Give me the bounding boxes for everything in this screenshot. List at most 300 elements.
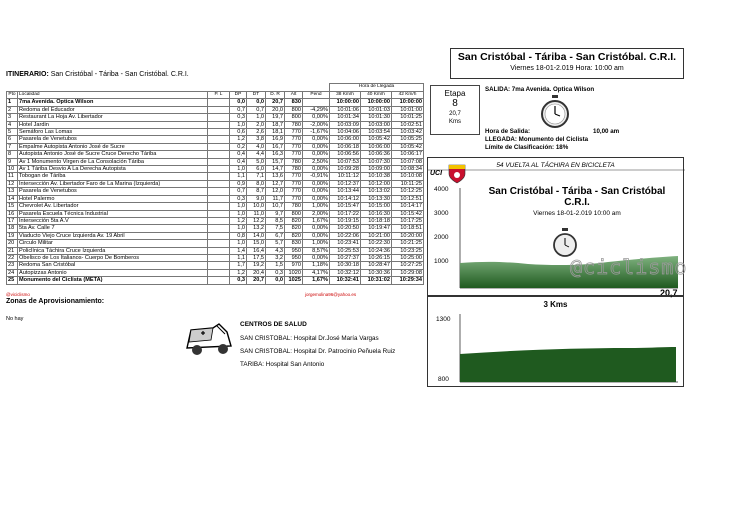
- profile-date: Viernes 18-01-2.019 10:00 am: [533, 210, 621, 217]
- table-cell: 0,3: [230, 277, 247, 284]
- table-cell: 770: [285, 195, 303, 202]
- table-cell: 25: [7, 277, 18, 284]
- table-cell: 10:01:06: [330, 106, 361, 113]
- profile-distance-end: 20,7: [660, 288, 678, 298]
- table-cell: 1: [7, 99, 18, 106]
- zonas-value: No hay: [6, 316, 24, 322]
- table-cell: [208, 225, 230, 232]
- table-row: [7, 136, 424, 143]
- table-cell: 1,4: [230, 247, 247, 254]
- table-cell: 10:17:22: [330, 210, 361, 217]
- table-cell: Viaducto Viejo Cruce Izquierda Av. 19 Abril: [18, 232, 208, 239]
- table-row: [7, 240, 424, 247]
- table-row: [7, 210, 424, 217]
- uci-logo: UCI: [430, 170, 443, 177]
- table-cell: 10:00:00: [392, 99, 424, 106]
- table-cell: Policlínica Táchira Cruce Izquierda: [18, 247, 208, 254]
- table-cell: 1,0: [230, 225, 247, 232]
- table-cell: [208, 262, 230, 269]
- table-cell: 7,1: [247, 173, 266, 180]
- shield-icon: [448, 164, 466, 184]
- table-cell: Restaurant La Hoja Av. Libertador: [18, 114, 208, 121]
- centros-salud-title: CENTROS DE SALUD: [240, 321, 307, 328]
- table-cell: 0,00%: [303, 195, 330, 202]
- table-cell: 10:06:00: [361, 143, 392, 150]
- table-row: [7, 106, 424, 113]
- table-cell: 950: [285, 247, 303, 254]
- table-cell: 24: [7, 269, 18, 276]
- table-cell: 20: [7, 240, 18, 247]
- table-cell: 970: [285, 262, 303, 269]
- table-cell: 18,1: [266, 129, 285, 136]
- table-cell: Obelisco de Los Italianos- Cuerpo De Bomberos: [18, 254, 208, 261]
- table-cell: 3,2: [266, 254, 285, 261]
- table-cell: 16,4: [247, 247, 266, 254]
- table-cell: [208, 106, 230, 113]
- table-cell: 0,00%: [303, 143, 330, 150]
- table-cell: 770: [285, 136, 303, 143]
- table-cell: 22: [7, 254, 18, 261]
- table-cell: [208, 121, 230, 128]
- table-cell: [208, 188, 230, 195]
- table-row: [7, 277, 424, 284]
- table-row: [7, 262, 424, 269]
- table-cell: Intersección 5ta A.V: [18, 217, 208, 224]
- table-cell: Tobogan de Táriba: [18, 173, 208, 180]
- table-cell: 0,3: [230, 195, 247, 202]
- table-cell: Redoma San Cristóbal: [18, 262, 208, 269]
- column-header: Pto: [8, 92, 16, 97]
- table-cell: 10:03:00: [361, 121, 392, 128]
- table-cell: 16,3: [266, 151, 285, 158]
- table-cell: [208, 136, 230, 143]
- stopwatch-icon: [540, 95, 570, 129]
- table-cell: [208, 151, 230, 158]
- profile-title-b: C.R.I.: [564, 197, 590, 208]
- table-cell: 820: [285, 217, 303, 224]
- hospital-item: SAN CRISTOBAL: Hospital Dr.José María Vargas: [240, 335, 379, 342]
- table-cell: 10:11:25: [392, 180, 424, 187]
- table-cell: 23: [7, 262, 18, 269]
- table-cell: 10:19:15: [330, 217, 361, 224]
- table-cell: 10,0: [247, 203, 266, 210]
- table-cell: 12,0: [266, 188, 285, 195]
- table-cell: 1,7: [230, 262, 247, 269]
- column-header: DT: [247, 92, 266, 99]
- table-cell: 0,7: [230, 106, 247, 113]
- table-cell: 2,0: [247, 121, 266, 128]
- table-cell: 19: [7, 232, 18, 239]
- kms-y-tick: 800: [438, 376, 449, 383]
- table-cell: 10:27:25: [392, 262, 424, 269]
- table-cell: 770: [285, 151, 303, 158]
- table-row: [7, 203, 424, 210]
- table-cell: 0,0: [247, 99, 266, 106]
- table-cell: -4,29%: [303, 106, 330, 113]
- table-cell: 7,5: [266, 225, 285, 232]
- table-cell: -0,91%: [303, 173, 330, 180]
- table-row: [7, 188, 424, 195]
- table-cell: 0,7: [247, 106, 266, 113]
- table-cell: 770: [285, 129, 303, 136]
- table-cell: 10:23:41: [330, 240, 361, 247]
- table-cell: 0,4: [230, 158, 247, 165]
- table-cell: Chevrolet Av. Libertador: [18, 203, 208, 210]
- table-cell: 780: [285, 158, 303, 165]
- table-cell: 10:03:09: [330, 121, 361, 128]
- table-cell: 19,2: [247, 262, 266, 269]
- table-cell: 2,6: [247, 129, 266, 136]
- table-cell: 8,0: [247, 180, 266, 187]
- table-row: [7, 254, 424, 261]
- kms-y-tick: 1300: [436, 316, 451, 323]
- table-cell: 10:28:47: [361, 262, 392, 269]
- table-cell: 1025: [285, 277, 303, 284]
- table-cell: 7: [7, 143, 18, 150]
- hora-llegada-header: Hora de Llegada: [330, 84, 424, 92]
- table-cell: 0,3: [230, 114, 247, 121]
- table-cell: 0,00%: [303, 232, 330, 239]
- table-cell: Intersección Av. Libertador Faro de La Marina (Izquierda): [18, 180, 208, 187]
- table-row: [7, 129, 424, 136]
- table-cell: 12,7: [266, 180, 285, 187]
- table-cell: [208, 166, 230, 173]
- table-cell: 5ta Av. Calle 7: [18, 225, 208, 232]
- table-cell: 10:06:00: [330, 136, 361, 143]
- table-row: [7, 99, 424, 106]
- table-cell: 1,2: [230, 217, 247, 224]
- table-row: [7, 269, 424, 276]
- table-cell: 0,4: [230, 151, 247, 158]
- profile-y-tick: 1000: [434, 258, 449, 265]
- table-cell: 18: [7, 225, 18, 232]
- table-cell: 2,00%: [303, 210, 330, 217]
- column-header: 40 Km/h: [361, 92, 392, 99]
- table-cell: 10:07:30: [361, 158, 392, 165]
- table-cell: 20,7: [266, 99, 285, 106]
- table-cell: 13,2: [247, 225, 266, 232]
- itinerary-label: ITINERARIO:: [6, 71, 49, 78]
- table-cell: 10:11:12: [330, 173, 361, 180]
- table-cell: Av 1 Táriba Desvio A La Derecha Autopista: [18, 166, 208, 173]
- table-cell: 830: [285, 240, 303, 247]
- table-cell: Monumento del Ciclista (META): [18, 277, 208, 284]
- table-cell: 800: [285, 114, 303, 121]
- table-cell: 10:05:25: [392, 136, 424, 143]
- table-cell: 14,7: [266, 166, 285, 173]
- table-cell: Autopista Antonio José de Sucre Cruce Derecho Táriba: [18, 151, 208, 158]
- table-cell: 10:06:18: [330, 143, 361, 150]
- table-cell: 4,4: [247, 151, 266, 158]
- table-cell: 10:32:41: [330, 277, 361, 284]
- table-cell: 780: [285, 203, 303, 210]
- table-cell: 20,7: [247, 277, 266, 284]
- table-row: [7, 195, 424, 202]
- table-cell: 10:07:53: [330, 158, 361, 165]
- table-cell: 0,00%: [303, 188, 330, 195]
- table-cell: 14,0: [247, 232, 266, 239]
- table-cell: 18,7: [266, 121, 285, 128]
- kms-graphic: [428, 296, 685, 388]
- table-cell: 11: [7, 173, 18, 180]
- table-cell: 10:25:00: [392, 254, 424, 261]
- hospital-item: TARIBA: Hospital San Antonio: [240, 361, 325, 368]
- table-cell: 9,0: [247, 195, 266, 202]
- table-cell: Hotel Palermo: [18, 195, 208, 202]
- table-cell: 1,0: [230, 166, 247, 173]
- table-cell: 10:19:47: [361, 225, 392, 232]
- table-cell: 15,0: [247, 240, 266, 247]
- table-cell: 800: [285, 210, 303, 217]
- column-header: Pend: [303, 92, 330, 99]
- table-cell: 16,9: [266, 136, 285, 143]
- table-cell: 5,0: [247, 158, 266, 165]
- table-cell: 10:07:08: [392, 158, 424, 165]
- table-cell: 10:01:30: [361, 114, 392, 121]
- table-cell: Pasarela de Venetubos: [18, 188, 208, 195]
- profile-title-a: San Cristóbal - Táriba - San Cristóbal: [488, 186, 666, 197]
- table-cell: 820: [285, 225, 303, 232]
- table-cell: 10:29:08: [392, 269, 424, 276]
- table-cell: 13,6: [266, 173, 285, 180]
- table-cell: 10:22:06: [330, 232, 361, 239]
- table-cell: 10:12:25: [392, 188, 424, 195]
- profile-y-tick: 3000: [434, 210, 449, 217]
- profile-heading: 54 VUELTA AL TÁCHIRA EN BICICLETA: [496, 162, 615, 169]
- table-cell: 0,7: [230, 188, 247, 195]
- table-cell: 6,0: [247, 166, 266, 173]
- table-cell: 0,3: [266, 269, 285, 276]
- table-cell: 10:26:15: [361, 254, 392, 261]
- email-left: @viciclismo: [6, 292, 30, 297]
- email-right: jorgemolina96@yahoo.es: [305, 292, 357, 297]
- stage-title-box: [450, 48, 684, 79]
- table-row: [7, 166, 424, 173]
- table-cell: 8,7: [247, 188, 266, 195]
- table-cell: 10:32:12: [330, 269, 361, 276]
- table-row: [7, 121, 424, 128]
- table-cell: 10:21:00: [361, 232, 392, 239]
- table-cell: 950: [285, 254, 303, 261]
- hora-salida-value: 10,00 am: [593, 128, 620, 135]
- table-cell: 0,0: [266, 277, 285, 284]
- table-cell: 10:03:42: [392, 129, 424, 136]
- table-cell: 1,67%: [303, 217, 330, 224]
- table-cell: 820: [285, 232, 303, 239]
- table-cell: 10:05:42: [392, 143, 424, 150]
- table-cell: 830: [285, 99, 303, 106]
- table-cell: 4: [7, 121, 18, 128]
- table-cell: 1,00%: [303, 240, 330, 247]
- etapa-number: 8: [452, 98, 458, 109]
- zonas-title: Zonas de Aprovisionamiento:: [6, 298, 105, 305]
- etapa-label: Etapa: [444, 89, 466, 98]
- table-row: [7, 247, 424, 254]
- table-cell: 10:27:37: [330, 254, 361, 261]
- table-cell: 12: [7, 180, 18, 187]
- table-cell: 14: [7, 195, 18, 202]
- table-cell: 1,0: [247, 114, 266, 121]
- table-cell: 0,00%: [303, 114, 330, 121]
- table-cell: 0,00%: [303, 136, 330, 143]
- table-row: [7, 232, 424, 239]
- table-cell: 1,5: [266, 262, 285, 269]
- table-cell: 0,0: [230, 99, 247, 106]
- table-cell: [208, 217, 230, 224]
- table-cell: [208, 195, 230, 202]
- table-cell: 770: [285, 188, 303, 195]
- table-cell: 16: [7, 210, 18, 217]
- profile-y-tick: 4000: [434, 186, 449, 193]
- table-cell: 10:25:53: [330, 247, 361, 254]
- table-cell: 10:00:00: [361, 99, 392, 106]
- table-cell: 1020: [285, 269, 303, 276]
- table-cell: 1,2: [230, 269, 247, 276]
- table-row: [7, 143, 424, 150]
- table-cell: 1,67%: [303, 277, 330, 284]
- table-cell: [208, 254, 230, 261]
- table-cell: 10:06:56: [330, 151, 361, 158]
- table-cell: 770: [285, 143, 303, 150]
- table-cell: 10:15:00: [361, 203, 392, 210]
- table-cell: -1,67%: [303, 129, 330, 136]
- table-cell: 1,1: [230, 254, 247, 261]
- table-cell: [208, 158, 230, 165]
- kms-title: 3 Kms: [543, 300, 568, 309]
- table-cell: 21: [7, 247, 18, 254]
- table-cell: 0,6: [230, 129, 247, 136]
- table-cell: 2: [7, 106, 18, 113]
- table-cell: Redoma del Educador: [18, 106, 208, 113]
- table-cell: 17,5: [247, 254, 266, 261]
- table-cell: 1,18%: [303, 262, 330, 269]
- table-cell: 2,50%: [303, 158, 330, 165]
- etapa-distance: 20,7: [449, 111, 461, 117]
- table-cell: 1,0: [230, 121, 247, 128]
- table-cell: 8,5: [266, 217, 285, 224]
- table-cell: 780: [285, 166, 303, 173]
- table-cell: 10:06:17: [392, 151, 424, 158]
- table-cell: 10:01:00: [392, 106, 424, 113]
- table-cell: [208, 203, 230, 210]
- table-cell: 8: [7, 151, 18, 158]
- table-cell: 12,2: [247, 217, 266, 224]
- table-cell: [303, 99, 330, 106]
- table-cell: 10:30:36: [361, 269, 392, 276]
- table-cell: 10:09:00: [361, 166, 392, 173]
- table-cell: 0,00%: [303, 166, 330, 173]
- table-cell: 3,8: [247, 136, 266, 143]
- table-cell: [208, 143, 230, 150]
- table-cell: 1,1: [230, 173, 247, 180]
- table-cell: Empalme Autopista Antonio José de Sucre: [18, 143, 208, 150]
- table-cell: 10:10:08: [392, 173, 424, 180]
- table-cell: 0,9: [230, 180, 247, 187]
- limite-text: Límite de Clasificación: 18%: [485, 144, 569, 151]
- table-cell: 10:02:51: [392, 121, 424, 128]
- table-cell: 10:03:54: [361, 129, 392, 136]
- table-cell: 10:10:38: [361, 173, 392, 180]
- table-cell: 6: [7, 136, 18, 143]
- table-cell: 1,0: [230, 240, 247, 247]
- table-cell: 10:12:51: [392, 195, 424, 202]
- stage-title: San Cristóbal - Táriba - San Cristóbal. C.R.I.: [457, 51, 677, 63]
- table-cell: 10:23:25: [392, 247, 424, 254]
- column-header: Localidad: [18, 92, 208, 99]
- table-cell: 7ma Avenida. Optica Wilson: [18, 99, 208, 106]
- table-cell: [208, 173, 230, 180]
- hora-salida-label: Hora de Salida:: [485, 128, 531, 135]
- table-cell: 13: [7, 188, 18, 195]
- table-cell: 10:18:18: [361, 217, 392, 224]
- table-cell: Semáforo Las Lomas: [18, 129, 208, 136]
- table-cell: 10:12:37: [330, 180, 361, 187]
- table-cell: 10:13:02: [361, 188, 392, 195]
- kms-chart: [427, 295, 684, 387]
- itinerary: [6, 71, 189, 78]
- table-cell: 10:16:30: [361, 210, 392, 217]
- column-header: Alt: [285, 92, 303, 99]
- table-cell: 5,7: [266, 240, 285, 247]
- table-cell: 10,7: [266, 203, 285, 210]
- table-cell: 10:29:34: [392, 277, 424, 284]
- table-cell: 15: [7, 203, 18, 210]
- table-row: [7, 180, 424, 187]
- etapa-unit: Kms: [449, 119, 461, 125]
- table-cell: 770: [285, 173, 303, 180]
- table-cell: 10:05:42: [361, 136, 392, 143]
- profile-title: [484, 186, 670, 219]
- table-row: [7, 151, 424, 158]
- route-table: [6, 83, 424, 285]
- table-cell: 20,0: [266, 106, 285, 113]
- column-header: D. R: [266, 92, 285, 99]
- column-header: 42 Km/h: [392, 92, 424, 99]
- table-cell: 10:06:36: [361, 151, 392, 158]
- table-cell: 1,2: [230, 136, 247, 143]
- table-cell: 10:20:00: [392, 232, 424, 239]
- table-cell: Hotel Jardin: [18, 121, 208, 128]
- table-cell: 0,8: [230, 232, 247, 239]
- table-cell: Av 1 Monumento Virgen de La Consolación Táriba: [18, 158, 208, 165]
- table-cell: 17: [7, 217, 18, 224]
- table-cell: [208, 240, 230, 247]
- table-cell: 0,2: [230, 143, 247, 150]
- table-cell: 0,00%: [303, 254, 330, 261]
- table-cell: [208, 277, 230, 284]
- etapa-box: [430, 85, 480, 135]
- table-cell: 10:14:17: [392, 203, 424, 210]
- table-cell: 0,00%: [303, 180, 330, 187]
- table-cell: 10:04:06: [330, 129, 361, 136]
- table-cell: 10:15:47: [330, 203, 361, 210]
- watermark: @ciclismo: [570, 255, 688, 279]
- table-cell: 20,4: [247, 269, 266, 276]
- table-cell: 10:13:44: [330, 188, 361, 195]
- table-cell: 0,00%: [303, 151, 330, 158]
- table-cell: [208, 114, 230, 121]
- table-cell: 10:08:34: [392, 166, 424, 173]
- llegada-text: LLEGADA: Monumento del Ciclista: [485, 136, 589, 143]
- table-cell: 10:01:03: [361, 106, 392, 113]
- table-cell: 10: [7, 166, 18, 173]
- table-cell: [208, 180, 230, 187]
- table-cell: 10:01:34: [330, 114, 361, 121]
- table-row: [7, 114, 424, 121]
- table-cell: Autopizzas Antonio: [18, 269, 208, 276]
- table-cell: -2,00%: [303, 121, 330, 128]
- table-cell: 5: [7, 129, 18, 136]
